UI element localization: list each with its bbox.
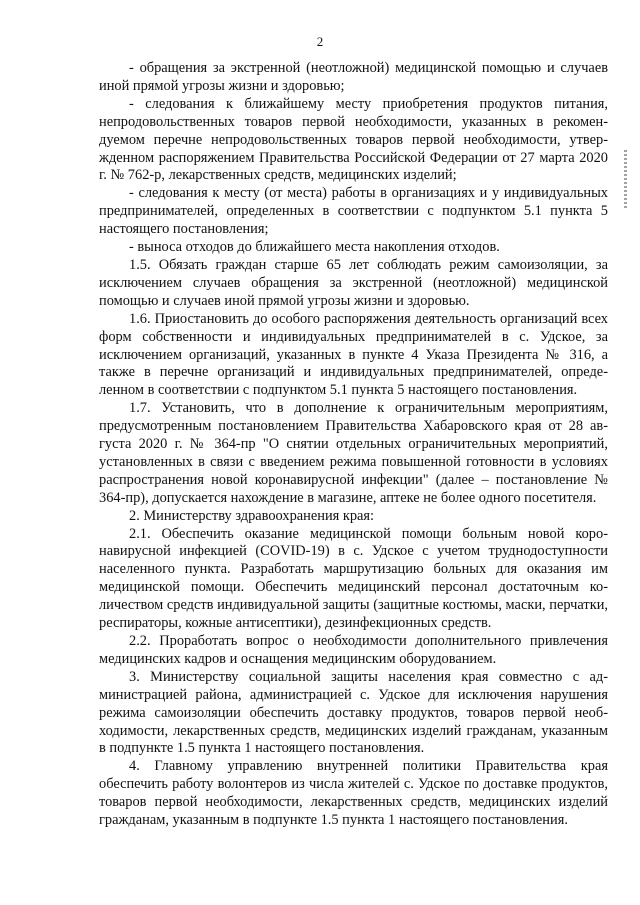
scan-edge-mark: [624, 150, 627, 208]
paragraph-2-1: 2.1. Обеспечить оказание медицинской помощи больным новой коронавирусной инфекцией (COVID-19) в с. Удское с учетом труднодоступности населенного пункта. Разработать маршрутизацию больных для оказания им медицинской помощи. Обеспечить медицинский персонал достаточным количеством средств индивидуальной защиты (защитные костюмы, маски, перчатки, респираторы, кожные антисептики), дезинфекционных средств.: [99, 525, 608, 632]
paragraph-1-5: 1.5. Обязать граждан старше 65 лет соблюдать режим самоизоляции, за исключением случаев обращения за экстренной (неотложной) медицинской помощью и случаев иной прямой угрозы жизни и здоровью.: [99, 256, 608, 309]
paragraph-commute-work: - следования к месту (от места) работы в организациях и у индивидуальных предпринимателей, определенных в соответствии с подпунктом 5.1 пункта 5 настоящего постановления;: [99, 185, 608, 238]
paragraph-1-6: 1.6. Приостановить до особого распоряжения деятельность организаций всех форм собственности и индивидуальных предпринимателей в с. Удское, за исключением организаций, указанных в пункте 4 Указа Президента № 316, а также в перечне организаций и индивидуальных предпринимателей, определенном в соответствии с подпунктом 5.1 пункта 5 настоящего постановления.: [99, 310, 608, 399]
paragraph-2-2: 2.2. Проработать вопрос о необходимости дополнительного привлечения медицинских кадров и оснащения медицинским оборудованием.: [99, 633, 608, 667]
paragraph-waste-disposal: - выноса отходов до ближайшего места накопления отходов.: [129, 239, 500, 256]
paragraph-3: 3. Министерству социальной защиты населения края совместно с администрацией района, администрацией с. Удское для исключения нарушения режима самоизоляции обеспечить доставку продуктов, товаров первой необходимости, лекарственных средств, медицинских изделий гражданам, указанным в подпункте 1.5 пункта 1 настоящего постановления.: [99, 668, 608, 757]
page-number: 2: [316, 34, 324, 49]
paragraph-nearest-store: - следования к ближайшему месту приобретения продуктов питания, непродовольственных товаров первой необходимости, указанных в рекомендуемом перечне непродовольственных товаров первой необходимости, утвержденном распоряжением Правительства Российской Федерации от 27 марта 2020 г. № 762-р, лекарственных средств, медицинских изделий;: [99, 95, 608, 184]
paragraph-emergency-care: - обращения за экстренной (неотложной) медицинской помощью и случаев иной прямой угрозы жизни и здоровью;: [99, 60, 608, 94]
paragraph-1-7: 1.7. Установить, что в дополнение к ограничительным мероприятиям, предусмотренным постановлением Правительства Хабаровского края от 28 августа 2020 г. № 364-пр "О снятии отдельных ограничительных мероприятий, установленных в связи с введением режима повышенной готовности в условиях распространения новой коронавирусной инфекции" (далее – постановление № 364-пр), допускается нахождение в магазине, аптеке не более одного посетителя.: [99, 400, 608, 506]
paragraph-2: 2. Министерству здравоохранения края:: [129, 507, 375, 524]
paragraph-4: 4. Главному управлению внутренней политики Правительства края обеспечить работу волонтеров из числа жителей с. Удское по доставке продуктов, товаров первой необходимости, лекарственных средств, медицинских изделий гражданам, указанным в подпункте 1.5 пункта 1 настоящего постановления.: [99, 758, 608, 829]
document-body: [99, 60, 608, 830]
